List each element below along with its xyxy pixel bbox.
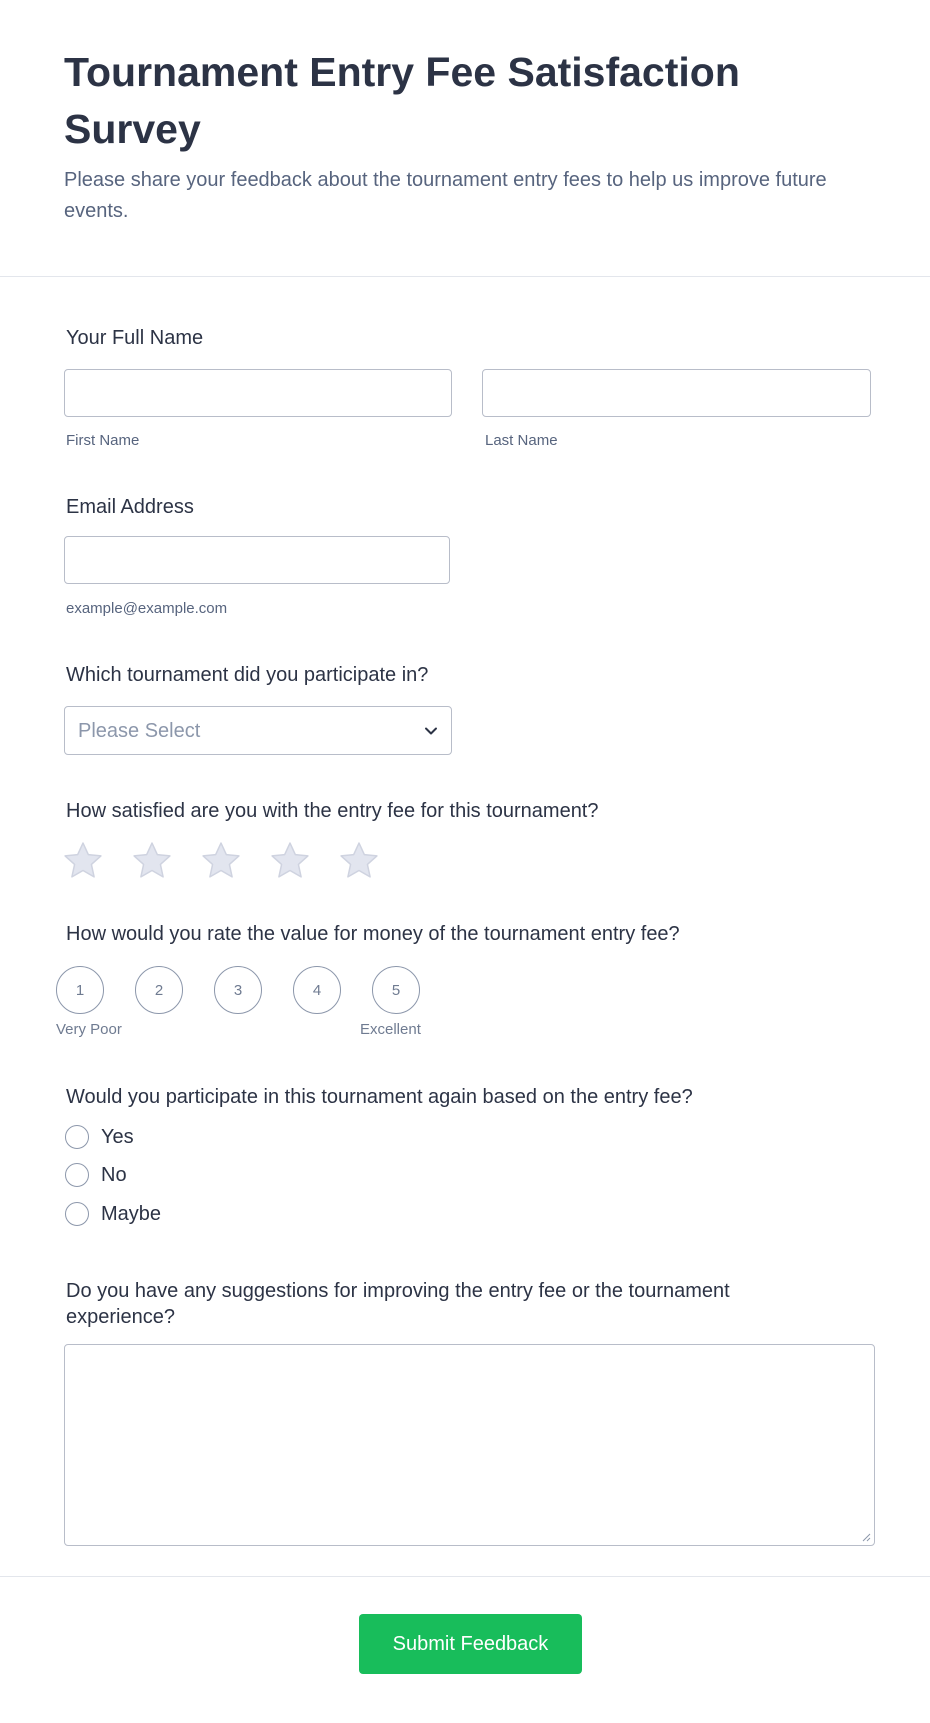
last-name-input[interactable] xyxy=(482,369,871,417)
form-title: Tournament Entry Fee Satisfaction Survey xyxy=(64,49,740,152)
email-sublabel: example@example.com xyxy=(66,600,228,617)
radio-label-maybe[interactable]: Maybe xyxy=(101,1203,162,1225)
participate-again-label: Would you participate in this tournament again based on the entry fee? xyxy=(66,1086,693,1108)
form-header xyxy=(0,0,930,277)
value-rating-label: How would you rate the value for money of the tournament entry fee? xyxy=(66,923,680,945)
suggestions-label: Do you have any suggestions for improving the entry fee or the tournament experience? xyxy=(66,1280,730,1328)
last-name-sublabel: Last Name xyxy=(485,432,558,449)
radio-no[interactable] xyxy=(65,1163,89,1187)
scale-high-label: Excellent xyxy=(360,1021,421,1038)
first-name-sublabel: First Name xyxy=(66,432,140,449)
radio-label-yes[interactable]: Yes xyxy=(101,1126,134,1148)
submit-feedback-button[interactable]: Submit Feedback xyxy=(359,1614,582,1674)
rating-option-4[interactable]: 4 xyxy=(293,966,341,1014)
first-name-input[interactable] xyxy=(64,369,452,417)
resize-handle-icon[interactable] xyxy=(861,1532,871,1542)
scale-low-label: Very Poor xyxy=(56,1021,122,1038)
star-2-icon[interactable] xyxy=(131,840,173,882)
tournament-select[interactable] xyxy=(64,706,452,755)
tournament-label: Which tournament did you participate in? xyxy=(66,664,429,686)
suggestions-textarea[interactable] xyxy=(64,1344,875,1546)
star-4-icon[interactable] xyxy=(269,840,311,882)
email-input[interactable] xyxy=(64,536,450,584)
chevron-down-icon xyxy=(423,723,439,739)
rating-option-3[interactable]: 3 xyxy=(214,966,262,1014)
rating-option-2[interactable]: 2 xyxy=(135,966,183,1014)
rating-option-1[interactable]: 1 xyxy=(56,966,104,1014)
star-3-icon[interactable] xyxy=(200,840,242,882)
full-name-label: Your Full Name xyxy=(66,327,204,349)
radio-yes[interactable] xyxy=(65,1125,89,1149)
form-subtitle: Please share your feedback about the tournament entry fees to help us improve future events. xyxy=(64,169,827,222)
radio-label-no[interactable]: No xyxy=(101,1164,127,1186)
satisfaction-label: How satisfied are you with the entry fee for this tournament? xyxy=(66,800,599,822)
star-1-icon[interactable] xyxy=(62,840,104,882)
rating-option-5[interactable]: 5 xyxy=(372,966,420,1014)
radio-maybe[interactable] xyxy=(65,1202,89,1226)
email-label: Email Address xyxy=(66,496,194,518)
star-5-icon[interactable] xyxy=(338,840,380,882)
tournament-select-value: Please Select xyxy=(78,720,201,742)
